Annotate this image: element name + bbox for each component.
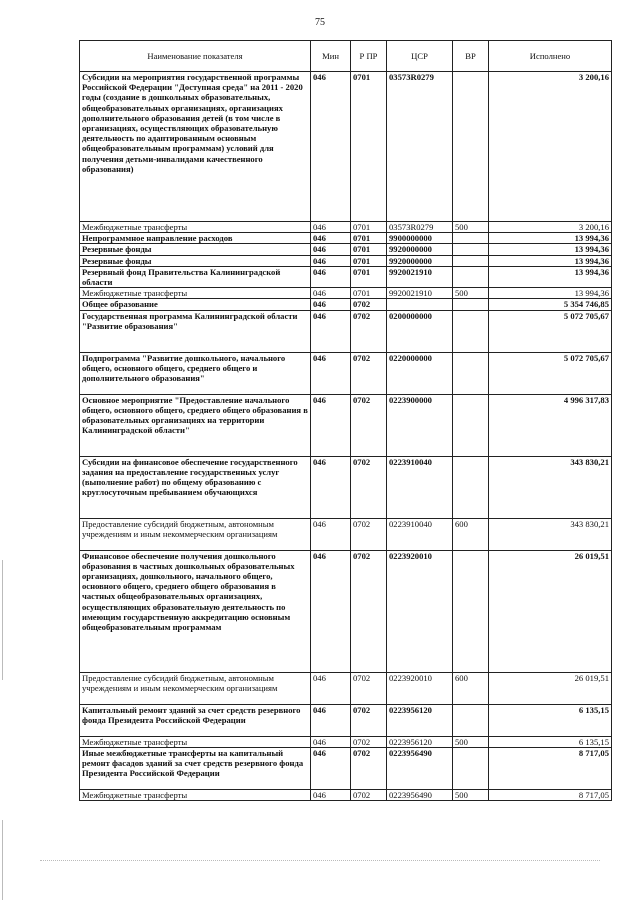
table-row xyxy=(80,550,612,672)
cell-name: Межбюджетные трансферты xyxy=(80,789,311,800)
table-row xyxy=(80,72,612,222)
cell-csr: 9900000000 xyxy=(387,233,453,244)
budget-table xyxy=(79,40,612,801)
cell-min: 046 xyxy=(311,747,351,789)
cell-executed: 343 830,21 xyxy=(489,456,612,518)
cell-csr: 9920000000 xyxy=(387,244,453,255)
cell-name: Предоставление субсидий бюджетным, автономным учреждениям и иным некоммерческим организациям xyxy=(80,518,311,550)
scan-edge-mark xyxy=(2,820,3,900)
cell-csr: 0223956490 xyxy=(387,747,453,789)
cell-executed: 6 135,15 xyxy=(489,704,612,736)
cell-rpr: 0702 xyxy=(351,394,387,456)
cell-vr: 500 xyxy=(453,288,489,299)
cell-executed: 13 994,36 xyxy=(489,266,612,287)
cell-vr xyxy=(453,352,489,394)
cell-vr xyxy=(453,704,489,736)
table-header-row xyxy=(80,41,612,72)
cell-rpr: 0702 xyxy=(351,789,387,800)
cell-name: Финансовое обеспечение получения дошкольного образования в частных дошкольных образовательных организациях, дошкольного, начального общего, основного общего, среднего общего образования в частных общеобразовательных организациях, осуществляющих образовательную деятельность по имеющим государственную аккредитацию основным общеобразовательным программам xyxy=(80,550,311,672)
scan-edge-mark xyxy=(2,560,3,680)
cell-executed: 8 717,05 xyxy=(489,789,612,800)
cell-min: 046 xyxy=(311,789,351,800)
cell-name: Общее образование xyxy=(80,299,311,310)
header-vr: ВР xyxy=(453,41,489,72)
cell-name: Предоставление субсидий бюджетным, автономным учреждениям и иным некоммерческим организациям xyxy=(80,672,311,704)
cell-min: 046 xyxy=(311,518,351,550)
cell-name: Субсидии на финансовое обеспечение государственного задания на предоставление государственных услуг (выполнение работ) по общему образованию с круглосуточным пребыванием обучающихся xyxy=(80,456,311,518)
cell-name: Субсидии на мероприятия государственной программы Российской Федерации "Доступная среда" на 2011 - 2020 годы (создание в дошкольных образовательных, общеобразовательных организациях, организациях дополнительного образования детей (в том числе в организациях, осуществляющих образовательную деятельность по адаптированным основным общеобразовательным программам) условий для получения детьми-инвалидами качественного образования) xyxy=(80,72,311,222)
table-row xyxy=(80,704,612,736)
cell-vr xyxy=(453,266,489,287)
cell-rpr: 0702 xyxy=(351,310,387,352)
cell-executed: 26 019,51 xyxy=(489,672,612,704)
cell-min: 046 xyxy=(311,672,351,704)
cell-csr: 0223956120 xyxy=(387,704,453,736)
cell-name: Основное мероприятие "Предоставление начального общего, основного общего, среднего общего образования в образовательных организациях на территории Калининградской области" xyxy=(80,394,311,456)
cell-min: 046 xyxy=(311,394,351,456)
table-row xyxy=(80,352,612,394)
cell-rpr: 0701 xyxy=(351,244,387,255)
header-rpr: Р ПР xyxy=(351,41,387,72)
cell-csr: 0200000000 xyxy=(387,310,453,352)
cell-csr xyxy=(387,299,453,310)
header-csr: ЦСР xyxy=(387,41,453,72)
cell-vr xyxy=(453,550,489,672)
cell-name: Иные межбюджетные трансферты на капитальный ремонт фасадов зданий за счет средств резервного фонда Президента Российской Федерации xyxy=(80,747,311,789)
cell-vr xyxy=(453,310,489,352)
table-row xyxy=(80,518,612,550)
cell-rpr: 0701 xyxy=(351,72,387,222)
cell-name: Межбюджетные трансферты xyxy=(80,222,311,233)
cell-executed: 8 717,05 xyxy=(489,747,612,789)
cell-csr: 03573R0279 xyxy=(387,72,453,222)
cell-executed: 5 072 705,67 xyxy=(489,310,612,352)
cell-csr: 0223910040 xyxy=(387,518,453,550)
cell-vr xyxy=(453,255,489,266)
cell-vr xyxy=(453,244,489,255)
cell-rpr: 0702 xyxy=(351,299,387,310)
header-min: Мин xyxy=(311,41,351,72)
cell-executed: 3 200,16 xyxy=(489,222,612,233)
cell-executed: 13 994,36 xyxy=(489,233,612,244)
cell-min: 046 xyxy=(311,352,351,394)
cell-min: 046 xyxy=(311,704,351,736)
cell-executed: 343 830,21 xyxy=(489,518,612,550)
cell-name: Подпрограмма "Развитие дошкольного, начального общего, основного общего, среднего общего и дополнительного образования" xyxy=(80,352,311,394)
cell-rpr: 0701 xyxy=(351,288,387,299)
cell-executed: 13 994,36 xyxy=(489,255,612,266)
cell-executed: 6 135,15 xyxy=(489,736,612,747)
cell-rpr: 0701 xyxy=(351,266,387,287)
table-row xyxy=(80,456,612,518)
cell-vr: 600 xyxy=(453,518,489,550)
cell-min: 046 xyxy=(311,310,351,352)
table-row xyxy=(80,222,612,233)
cell-min: 046 xyxy=(311,456,351,518)
cell-rpr: 0702 xyxy=(351,747,387,789)
table-row xyxy=(80,233,612,244)
cell-executed: 13 994,36 xyxy=(489,244,612,255)
cell-vr: 500 xyxy=(453,222,489,233)
cell-rpr: 0702 xyxy=(351,518,387,550)
cell-csr: 0220000000 xyxy=(387,352,453,394)
cell-vr xyxy=(453,456,489,518)
cell-csr: 0223956490 xyxy=(387,789,453,800)
cell-vr xyxy=(453,747,489,789)
cell-name: Непрограммное направление расходов xyxy=(80,233,311,244)
cell-name: Резервные фонды xyxy=(80,244,311,255)
cell-csr: 9920021910 xyxy=(387,266,453,287)
cell-rpr: 0702 xyxy=(351,550,387,672)
cell-rpr: 0701 xyxy=(351,233,387,244)
cell-min: 046 xyxy=(311,288,351,299)
cell-name: Капитальный ремонт зданий за счет средств резервного фонда Президента Российской Федерации xyxy=(80,704,311,736)
cell-executed: 4 996 317,83 xyxy=(489,394,612,456)
cell-executed: 5 354 746,85 xyxy=(489,299,612,310)
cell-csr: 0223956120 xyxy=(387,736,453,747)
cell-executed: 13 994,36 xyxy=(489,288,612,299)
table-row xyxy=(80,672,612,704)
cell-min: 046 xyxy=(311,299,351,310)
cell-vr xyxy=(453,394,489,456)
cell-executed: 26 019,51 xyxy=(489,550,612,672)
cell-vr: 600 xyxy=(453,672,489,704)
cell-name: Резервный фонд Правительства Калининградской области xyxy=(80,266,311,287)
table-row xyxy=(80,288,612,299)
cell-csr: 03573R0279 xyxy=(387,222,453,233)
table-row xyxy=(80,310,612,352)
cell-rpr: 0701 xyxy=(351,222,387,233)
cell-vr: 500 xyxy=(453,789,489,800)
cell-min: 046 xyxy=(311,736,351,747)
cell-vr xyxy=(453,72,489,222)
table-row xyxy=(80,299,612,310)
cell-rpr: 0702 xyxy=(351,704,387,736)
cell-rpr: 0702 xyxy=(351,456,387,518)
cell-min: 046 xyxy=(311,255,351,266)
cell-rpr: 0702 xyxy=(351,352,387,394)
header-executed: Исполнено xyxy=(489,41,612,72)
cell-csr: 0223900000 xyxy=(387,394,453,456)
table-row xyxy=(80,747,612,789)
cell-executed: 3 200,16 xyxy=(489,72,612,222)
table-row xyxy=(80,255,612,266)
cell-name: Резервные фонды xyxy=(80,255,311,266)
cell-name: Государственная программа Калининградской области "Развитие образования" xyxy=(80,310,311,352)
table-row xyxy=(80,789,612,800)
header-name: Наименование показателя xyxy=(80,41,311,72)
table-row xyxy=(80,736,612,747)
cell-vr xyxy=(453,233,489,244)
cell-csr: 0223910040 xyxy=(387,456,453,518)
cell-min: 046 xyxy=(311,72,351,222)
cell-vr xyxy=(453,299,489,310)
cell-executed: 5 072 705,67 xyxy=(489,352,612,394)
table-row xyxy=(80,266,612,287)
page-number: 75 xyxy=(315,17,325,28)
cell-min: 046 xyxy=(311,550,351,672)
table-row xyxy=(80,244,612,255)
cell-min: 046 xyxy=(311,222,351,233)
cell-csr: 9920000000 xyxy=(387,255,453,266)
cell-rpr: 0702 xyxy=(351,736,387,747)
cell-name: Межбюджетные трансферты xyxy=(80,288,311,299)
cell-name: Межбюджетные трансферты xyxy=(80,736,311,747)
cell-vr: 500 xyxy=(453,736,489,747)
scan-artifact-line xyxy=(40,860,600,862)
cell-csr: 9920021910 xyxy=(387,288,453,299)
cell-min: 046 xyxy=(311,266,351,287)
cell-rpr: 0701 xyxy=(351,255,387,266)
table-row xyxy=(80,394,612,456)
cell-min: 046 xyxy=(311,244,351,255)
cell-rpr: 0702 xyxy=(351,672,387,704)
cell-min: 046 xyxy=(311,233,351,244)
cell-csr: 0223920010 xyxy=(387,672,453,704)
cell-csr: 0223920010 xyxy=(387,550,453,672)
